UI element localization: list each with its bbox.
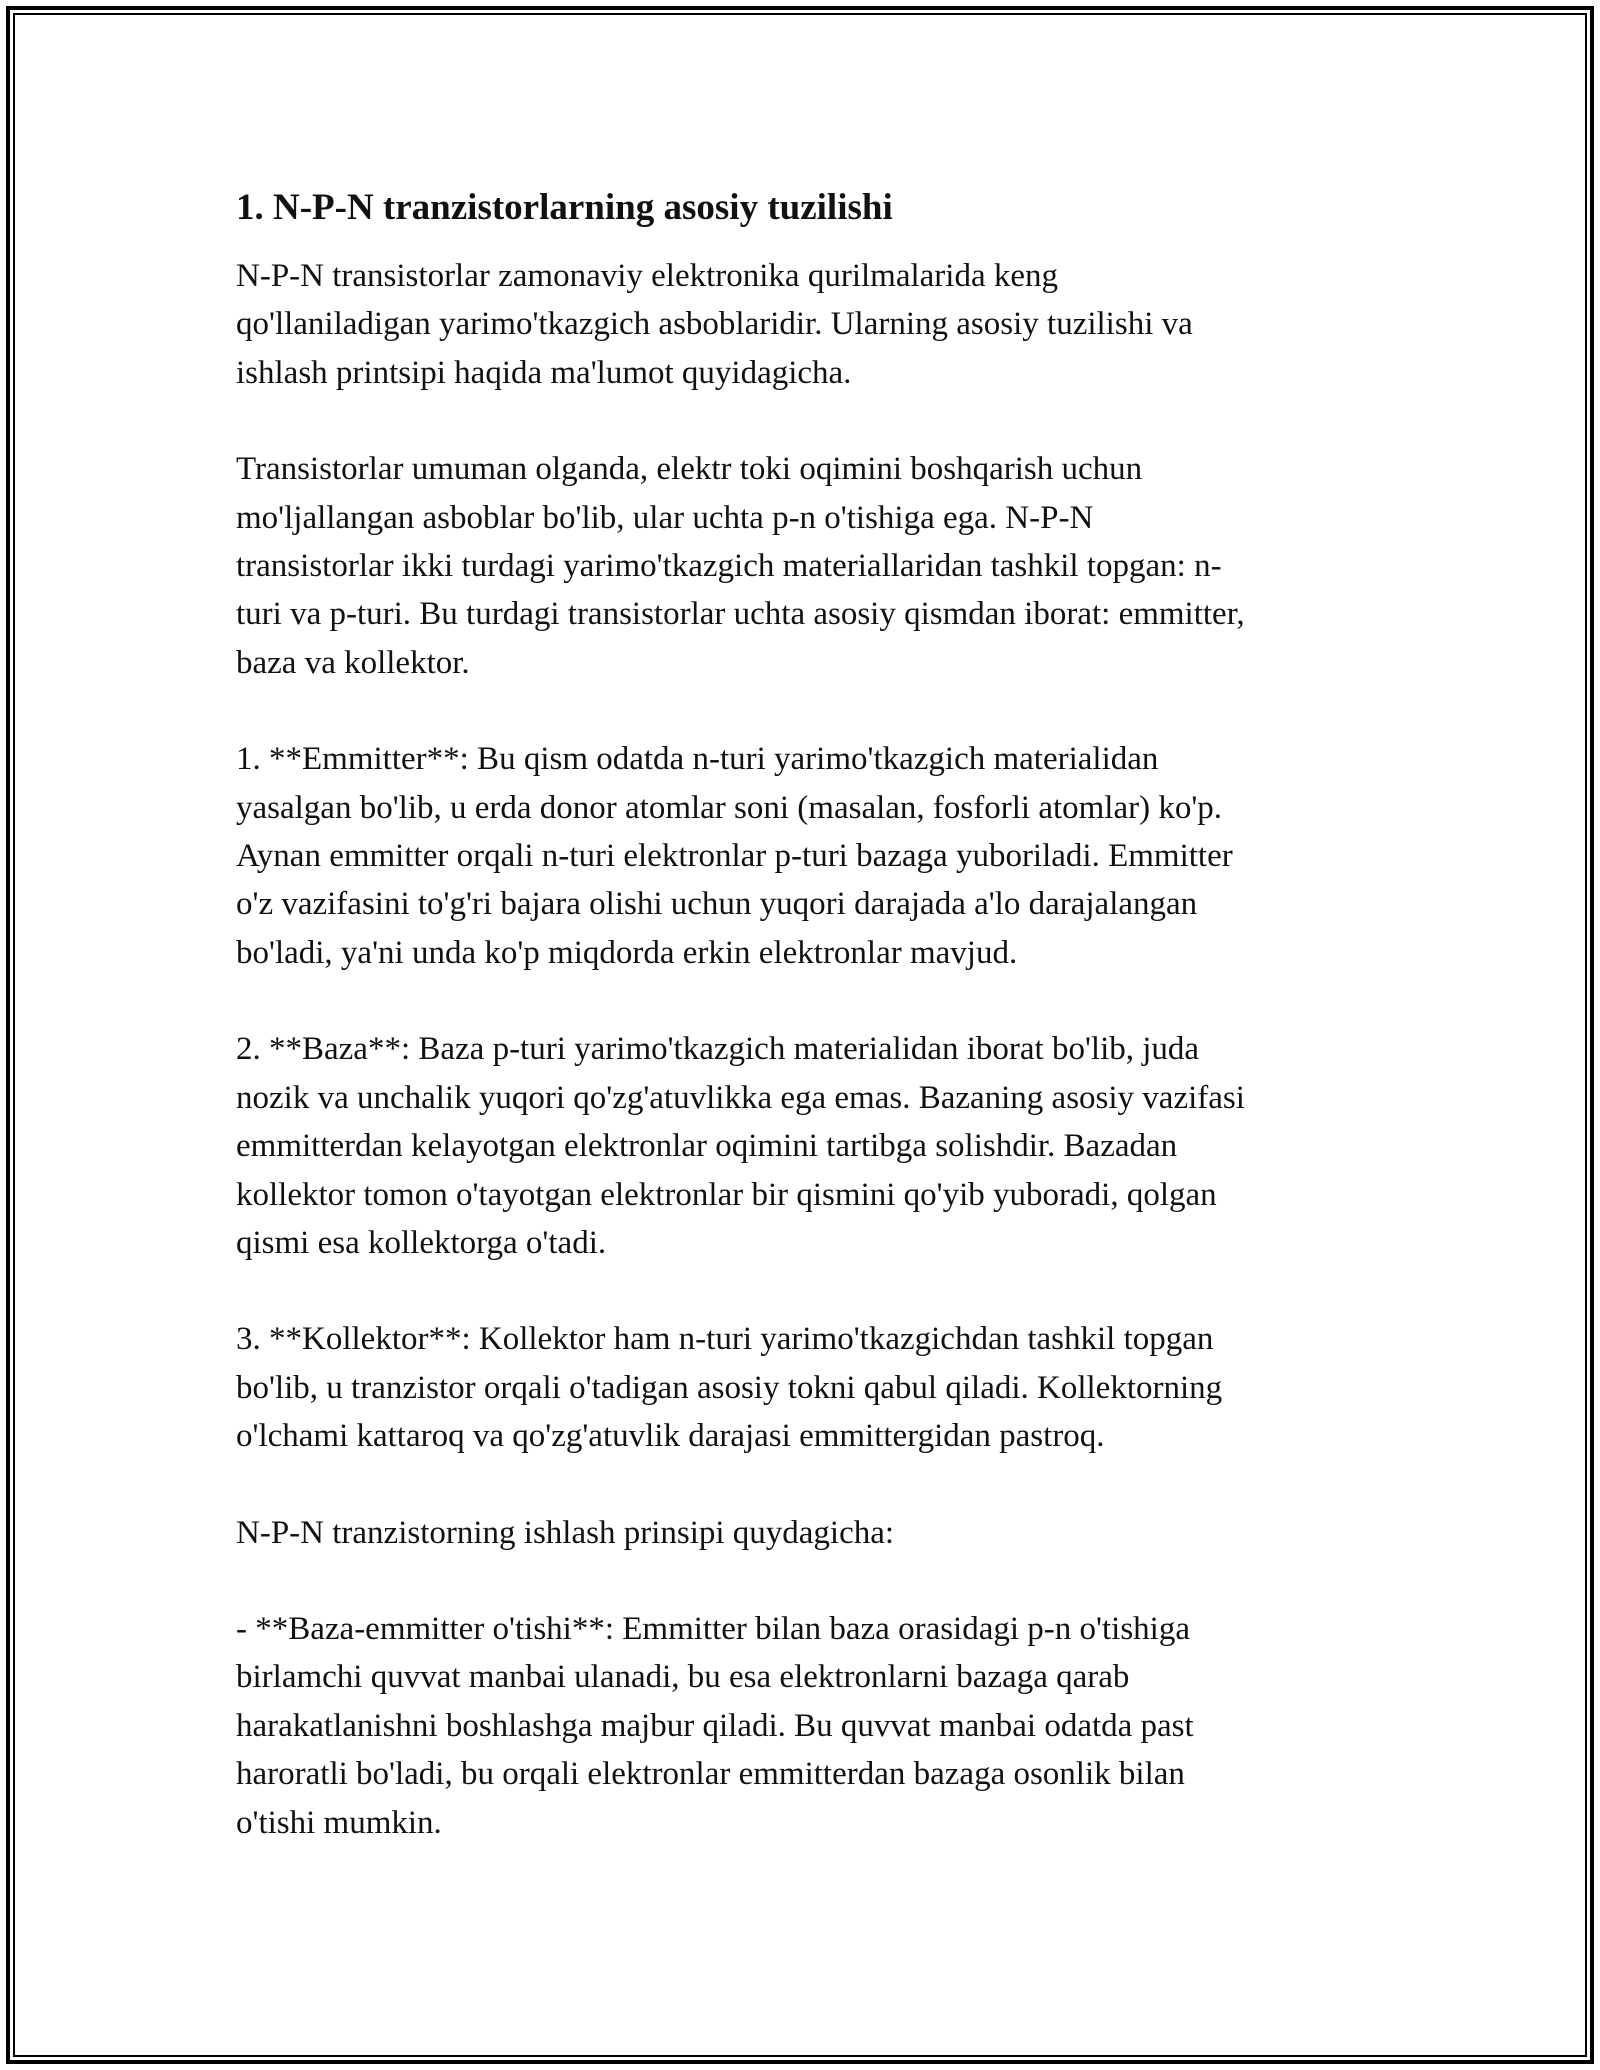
paragraph-collector: 3. **Kollektor**: Kollektor ham n-turi yarimo'tkazgichdan tashkil topgan bo'lib, u tranzistor orqali o'tadigan asosiy tokni qabul qiladi. Kollektorning o'lchami kattaroq va qo'zg'atuvlik darajasi emmittergidan pastroq. bbox=[236, 1321, 1223, 1455]
document-body bbox=[236, 186, 1366, 1895]
paragraph-emitter: 1. **Emmitter**: Bu qism odatda n-turi yarimo'tkazgich materialidan yasalgan bo'lib, u erda donor atomlar soni (masalan, fosforli atomlar) ko'p. Aynan emmitter orqali n-turi elektronlar p-turi bazaga yuboriladi. Emmitter o'z vazifasini to'g'ri bajara olishi uchun yuqori darajada a'lo darajalangan bo'ladi, ya'ni unda ko'p miqdorda erkin elektronlar mavjud. bbox=[236, 741, 1233, 971]
paragraph-base-emitter-junction: - **Baza-emmitter o'tishi**: Emmitter bilan baza orasidagi p-n o'tishiga birlamchi quvvat manbai ulanadi, bu esa elektronlarni bazaga qarab harakatlanishni boshlashga majbur qiladi. Bu quvvat manbai odatda past haroratli bo'ladi, bu orqali elektronlar emmitterdan bazaga osonlik bilan o'tishi mumkin. bbox=[236, 1610, 1194, 1841]
paragraph-base: 2. **Baza**: Baza p-turi yarimo'tkazgich materialidan iborat bo'lib, juda nozik va unchalik yuqori qo'zg'atuvlikka ega emas. Bazaning asosiy vazifasi emmitterdan kelayotgan elektronlar oqimini tartibga solishdir. Bazadan kollektor tomon o'tayotgan elektronlar bir qismini qo'yib yuboradi, qolgan qismi esa kollektorga o'tadi. bbox=[236, 1031, 1245, 1261]
paragraph-principle-heading: N-P-N tranzistorning ishlash prinsipi quydagicha: bbox=[236, 1514, 895, 1551]
paragraph-intro: N-P-N transistorlar zamonaviy elektronika qurilmalarida keng qo'llaniladigan yarimo'tkazgich asboblaridir. Ularning asosiy tuzilishi va ishlash printsipi haqida ma'lumot quyidagicha. bbox=[236, 258, 1193, 391]
paragraph-overview: Transistorlar umuman olganda, elektr toki oqimini boshqarish uchun mo'ljallangan asboblar bo'lib, ular uchta p-n o'tishiga ega. N-P-N transistorlar ikki turdagi yarimo'tkazgich materiallaridan tashkil topgan: n- turi va p-turi. Bu turdagi transistorlar uchta asosiy qismdan iborat: emmitter, baza va kollektor. bbox=[236, 451, 1245, 681]
document-title: 1. N-P-N tranzistorlarning asosiy tuzilishi bbox=[236, 187, 893, 228]
